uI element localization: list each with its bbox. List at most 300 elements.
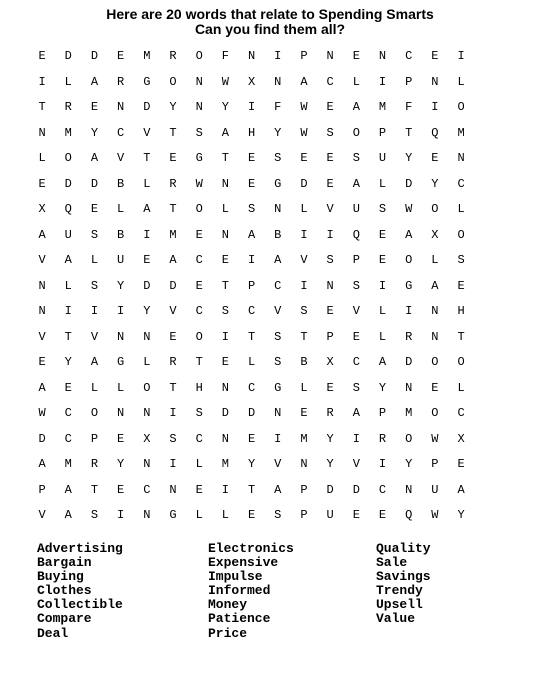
grid-letter[interactable]: E (326, 176, 334, 191)
grid-letter[interactable]: G (169, 508, 177, 522)
grid-letter[interactable]: E (326, 380, 334, 395)
grid-letter[interactable]: M (64, 125, 72, 140)
grid-letter[interactable]: I (378, 74, 387, 89)
grid-letter[interactable]: M (457, 125, 465, 140)
grid-letter[interactable]: A (352, 100, 360, 114)
grid-letter[interactable]: D (169, 278, 177, 293)
grid-letter[interactable]: S (247, 202, 256, 216)
grid-letter[interactable]: Q (352, 227, 360, 242)
grid-letter[interactable]: X (431, 227, 439, 242)
grid-letter[interactable]: E (326, 304, 334, 318)
grid-letter[interactable]: O (352, 125, 360, 140)
grid-letter[interactable]: P (300, 482, 308, 497)
grid-letter[interactable]: Y (247, 457, 256, 471)
grid-letter[interactable]: R (90, 457, 99, 471)
grid-letter[interactable]: S (90, 278, 99, 293)
grid-letter[interactable]: N (117, 406, 125, 420)
grid-letter[interactable]: I (326, 227, 334, 242)
grid-letter[interactable]: H (195, 380, 203, 395)
grid-letter[interactable]: W (405, 202, 413, 216)
grid-letter[interactable]: E (117, 431, 125, 446)
grid-letter[interactable]: D (405, 176, 413, 191)
grid-letter[interactable]: L (300, 202, 308, 216)
grid-letter[interactable]: S (90, 227, 99, 242)
grid-letter[interactable]: N (221, 380, 229, 395)
grid-letter[interactable]: E (378, 508, 387, 522)
grid-letter[interactable]: N (326, 49, 334, 63)
grid-letter[interactable]: V (117, 151, 125, 165)
grid-letter[interactable]: E (117, 482, 125, 497)
grid-letter[interactable]: P (378, 406, 387, 420)
grid-letter[interactable]: I (143, 227, 151, 242)
grid-letter[interactable]: H (457, 304, 465, 318)
grid-letter[interactable]: N (405, 482, 413, 497)
grid-letter[interactable]: S (195, 406, 203, 420)
grid-letter[interactable]: I (169, 406, 177, 420)
grid-letter[interactable]: A (64, 253, 72, 267)
grid-letter[interactable]: N (221, 227, 229, 242)
grid-letter[interactable]: I (300, 278, 308, 293)
grid-letter[interactable]: E (38, 355, 46, 369)
grid-letter[interactable]: Q (431, 125, 439, 140)
grid-letter[interactable]: N (143, 508, 151, 522)
grid-letter[interactable]: R (326, 406, 334, 420)
grid-letter[interactable]: O (457, 355, 465, 369)
grid-letter[interactable]: V (38, 253, 46, 267)
grid-letter[interactable]: A (405, 227, 413, 242)
grid-letter[interactable]: G (117, 355, 125, 369)
grid-letter[interactable]: E (247, 176, 256, 191)
grid-letter[interactable]: N (221, 176, 229, 191)
grid-letter[interactable]: N (274, 202, 282, 216)
grid-letter[interactable]: Q (405, 508, 413, 522)
grid-letter[interactable]: Y (326, 457, 334, 471)
grid-letter[interactable]: G (274, 176, 282, 191)
grid-letter[interactable]: I (247, 253, 256, 267)
grid-letter[interactable]: A (143, 202, 151, 216)
grid-letter[interactable]: E (143, 253, 151, 267)
grid-letter[interactable]: I (274, 49, 282, 63)
grid-letter[interactable]: I (457, 49, 465, 63)
grid-letter[interactable]: I (64, 304, 72, 318)
grid-letter[interactable]: C (405, 49, 413, 63)
grid-letter[interactable]: L (247, 355, 256, 369)
grid-letter[interactable]: N (143, 329, 151, 344)
grid-letter[interactable]: V (274, 304, 282, 318)
grid-letter[interactable]: N (431, 304, 439, 318)
grid-letter[interactable]: M (64, 457, 72, 471)
grid-letter[interactable]: R (378, 431, 387, 446)
grid-letter[interactable]: Y (64, 355, 72, 369)
grid-letter[interactable]: N (431, 74, 439, 89)
grid-letter[interactable]: C (352, 355, 360, 369)
grid-letter[interactable]: L (117, 202, 125, 216)
grid-letter[interactable]: T (90, 482, 99, 497)
grid-letter[interactable]: L (221, 508, 229, 522)
grid-letter[interactable]: C (195, 431, 203, 446)
grid-letter[interactable]: D (247, 406, 256, 420)
grid-letter[interactable]: C (143, 482, 151, 497)
grid-letter[interactable]: E (300, 151, 308, 165)
grid-letter[interactable]: T (143, 151, 151, 165)
grid-letter[interactable]: T (221, 278, 229, 293)
grid-letter[interactable]: X (457, 431, 465, 446)
grid-letter[interactable]: S (352, 278, 360, 293)
grid-letter[interactable]: N (274, 74, 282, 89)
grid-letter[interactable]: C (195, 253, 203, 267)
grid-letter[interactable]: R (117, 74, 125, 89)
grid-letter[interactable]: U (117, 253, 125, 267)
grid-letter[interactable]: Y (378, 380, 387, 395)
grid-letter[interactable]: O (457, 100, 465, 114)
grid-letter[interactable]: C (274, 278, 282, 293)
grid-letter[interactable]: C (247, 380, 256, 395)
grid-letter[interactable]: C (195, 304, 203, 318)
grid-letter[interactable]: I (352, 431, 360, 446)
grid-letter[interactable]: M (221, 457, 229, 471)
grid-letter[interactable]: Y (169, 100, 177, 114)
grid-letter[interactable]: G (195, 151, 203, 165)
grid-letter[interactable]: X (326, 355, 334, 369)
grid-letter[interactable]: G (274, 380, 282, 395)
grid-letter[interactable]: T (169, 380, 177, 395)
grid-letter[interactable]: D (64, 49, 72, 63)
grid-letter[interactable]: O (431, 202, 439, 216)
grid-letter[interactable]: S (457, 253, 465, 267)
grid-letter[interactable]: O (457, 227, 465, 242)
grid-letter[interactable]: T (457, 329, 465, 344)
grid-letter[interactable]: I (431, 100, 439, 114)
grid-letter[interactable]: N (38, 278, 46, 293)
grid-letter[interactable]: E (457, 457, 465, 471)
grid-letter[interactable]: P (405, 74, 413, 89)
grid-letter[interactable]: T (247, 329, 256, 344)
grid-letter[interactable]: O (195, 49, 203, 63)
grid-letter[interactable]: V (300, 253, 308, 267)
grid-letter[interactable]: P (431, 457, 439, 471)
grid-letter[interactable]: N (378, 49, 387, 63)
grid-letter[interactable]: X (247, 74, 256, 89)
grid-letter[interactable]: A (38, 457, 46, 471)
grid-letter[interactable]: P (247, 278, 256, 293)
grid-letter[interactable]: E (38, 49, 46, 63)
grid-letter[interactable]: L (195, 508, 203, 522)
grid-letter[interactable]: N (143, 406, 151, 420)
grid-letter[interactable]: B (274, 227, 282, 242)
grid-letter[interactable]: L (221, 202, 229, 216)
grid-letter[interactable]: L (90, 380, 99, 395)
grid-letter[interactable]: Y (221, 100, 229, 114)
grid-letter[interactable]: I (405, 304, 413, 318)
grid-letter[interactable]: Y (405, 151, 413, 165)
grid-letter[interactable]: V (352, 304, 360, 318)
grid-letter[interactable]: S (274, 508, 282, 522)
grid-letter[interactable]: N (247, 49, 256, 63)
grid-letter[interactable]: N (195, 74, 203, 89)
grid-letter[interactable]: E (300, 406, 308, 420)
grid-letter[interactable]: O (90, 406, 99, 420)
grid-letter[interactable]: W (38, 406, 46, 420)
grid-letter[interactable]: N (300, 457, 308, 471)
grid-letter[interactable]: O (405, 253, 413, 267)
grid-letter[interactable]: N (38, 304, 46, 318)
grid-letter[interactable]: Y (274, 125, 282, 140)
grid-letter[interactable]: N (326, 278, 334, 293)
grid-letter[interactable]: E (90, 202, 99, 216)
grid-letter[interactable]: E (326, 100, 334, 114)
grid-letter[interactable]: Y (431, 176, 439, 191)
grid-letter[interactable]: C (457, 406, 465, 420)
grid-letter[interactable]: A (221, 125, 229, 140)
grid-letter[interactable]: A (274, 253, 282, 267)
grid-letter[interactable]: N (195, 100, 203, 114)
grid-letter[interactable]: R (169, 355, 177, 369)
grid-letter[interactable]: Y (326, 431, 334, 446)
grid-letter[interactable]: S (326, 125, 334, 140)
grid-letter[interactable]: P (326, 329, 334, 344)
grid-letter[interactable]: T (221, 151, 229, 165)
grid-letter[interactable]: I (117, 304, 125, 318)
grid-letter[interactable]: F (405, 100, 413, 114)
grid-letter[interactable]: A (38, 380, 46, 395)
grid-letter[interactable]: E (195, 227, 203, 242)
grid-letter[interactable]: U (326, 508, 334, 522)
grid-letter[interactable]: E (195, 278, 203, 293)
grid-letter[interactable]: E (431, 49, 439, 63)
grid-letter[interactable]: L (457, 380, 465, 395)
grid-letter[interactable]: V (326, 202, 334, 216)
grid-letter[interactable]: T (300, 329, 308, 344)
grid-letter[interactable]: C (247, 304, 256, 318)
grid-letter[interactable]: E (221, 355, 229, 369)
grid-letter[interactable]: N (143, 457, 151, 471)
grid-letter[interactable]: N (457, 151, 465, 165)
grid-letter[interactable]: G (143, 74, 151, 89)
grid-letter[interactable]: L (143, 355, 151, 369)
grid-letter[interactable]: V (90, 329, 99, 344)
grid-letter[interactable]: D (326, 482, 334, 497)
grid-letter[interactable]: D (143, 100, 151, 114)
grid-letter[interactable]: O (195, 202, 203, 216)
grid-letter[interactable]: V (38, 508, 46, 522)
grid-letter[interactable]: T (64, 329, 72, 344)
grid-letter[interactable]: E (457, 278, 465, 293)
grid-letter[interactable]: L (195, 457, 203, 471)
grid-letter[interactable]: A (378, 355, 387, 369)
grid-letter[interactable]: S (274, 355, 282, 369)
grid-letter[interactable]: W (300, 100, 308, 114)
grid-letter[interactable]: D (64, 176, 72, 191)
grid-letter[interactable]: T (169, 202, 177, 216)
grid-letter[interactable]: R (169, 49, 177, 63)
grid-letter[interactable]: W (431, 431, 439, 446)
grid-letter[interactable]: E (247, 508, 256, 522)
grid-letter[interactable]: E (352, 329, 360, 344)
grid-letter[interactable]: D (352, 482, 360, 497)
grid-letter[interactable]: W (431, 508, 439, 522)
grid-letter[interactable]: V (38, 329, 46, 344)
grid-letter[interactable]: P (352, 253, 360, 267)
grid-letter[interactable]: A (169, 253, 177, 267)
grid-letter[interactable]: I (90, 304, 99, 318)
grid-letter[interactable]: D (90, 49, 99, 63)
grid-letter[interactable]: H (247, 125, 256, 140)
grid-letter[interactable]: O (64, 151, 72, 165)
grid-letter[interactable]: U (352, 202, 360, 216)
grid-letter[interactable]: L (64, 74, 72, 89)
grid-letter[interactable]: I (221, 482, 229, 497)
grid-letter[interactable]: A (431, 278, 439, 293)
grid-letter[interactable]: L (300, 380, 308, 395)
grid-letter[interactable]: D (300, 176, 308, 191)
grid-letter[interactable]: D (405, 355, 413, 369)
grid-letter[interactable]: L (117, 380, 125, 395)
grid-letter[interactable]: F (221, 49, 229, 63)
grid-letter[interactable]: T (169, 125, 177, 140)
grid-letter[interactable]: D (38, 431, 46, 446)
grid-letter[interactable]: V (169, 304, 177, 318)
grid-letter[interactable]: E (169, 151, 177, 165)
grid-letter[interactable]: B (117, 176, 125, 191)
grid-letter[interactable]: S (221, 304, 229, 318)
grid-letter[interactable]: I (38, 74, 46, 89)
grid-letter[interactable]: L (90, 253, 99, 267)
grid-letter[interactable]: X (143, 431, 151, 446)
grid-letter[interactable]: S (352, 380, 360, 395)
grid-letter[interactable]: E (195, 482, 203, 497)
grid-letter[interactable]: C (64, 431, 72, 446)
grid-letter[interactable]: T (247, 482, 256, 497)
grid-letter[interactable]: L (457, 202, 465, 216)
grid-letter[interactable]: L (431, 253, 439, 267)
grid-letter[interactable]: N (405, 380, 413, 395)
grid-letter[interactable]: E (378, 253, 387, 267)
grid-letter[interactable]: E (38, 176, 46, 191)
grid-letter[interactable]: P (90, 431, 99, 446)
grid-letter[interactable]: G (405, 278, 413, 293)
grid-letter[interactable]: A (38, 227, 46, 242)
grid-letter[interactable]: P (378, 125, 387, 140)
grid-letter[interactable]: Y (117, 457, 125, 471)
grid-letter[interactable]: I (300, 227, 308, 242)
grid-letter[interactable]: R (64, 100, 72, 114)
grid-letter[interactable]: E (247, 431, 256, 446)
grid-letter[interactable]: S (300, 304, 308, 318)
grid-letter[interactable]: S (352, 151, 360, 165)
grid-letter[interactable]: U (64, 227, 72, 242)
grid-letter[interactable]: O (195, 329, 203, 344)
grid-letter[interactable]: D (221, 406, 229, 420)
grid-letter[interactable]: S (274, 329, 282, 344)
grid-letter[interactable]: W (300, 125, 308, 140)
grid-letter[interactable]: O (431, 355, 439, 369)
grid-letter[interactable]: I (221, 329, 229, 344)
grid-letter[interactable]: R (169, 176, 177, 191)
grid-letter[interactable]: B (300, 355, 308, 369)
grid-letter[interactable]: I (274, 431, 282, 446)
grid-letter[interactable]: Y (143, 304, 151, 318)
grid-letter[interactable]: U (378, 151, 387, 165)
grid-letter[interactable]: L (457, 74, 465, 89)
grid-letter[interactable]: A (352, 406, 360, 420)
grid-letter[interactable]: A (352, 176, 360, 191)
grid-letter[interactable]: T (195, 355, 203, 369)
grid-letter[interactable]: A (300, 74, 308, 89)
grid-letter[interactable]: O (169, 74, 177, 89)
grid-letter[interactable]: L (143, 176, 151, 191)
grid-letter[interactable]: Y (117, 278, 125, 293)
grid-letter[interactable]: N (117, 329, 125, 344)
grid-letter[interactable]: C (457, 176, 465, 191)
grid-letter[interactable]: V (143, 125, 151, 140)
grid-letter[interactable]: E (247, 151, 256, 165)
grid-letter[interactable]: O (431, 406, 439, 420)
grid-letter[interactable]: L (378, 304, 387, 318)
grid-letter[interactable]: I (378, 457, 387, 471)
grid-letter[interactable]: Q (64, 202, 72, 216)
grid-letter[interactable]: A (64, 482, 72, 497)
grid-letter[interactable]: O (405, 431, 413, 446)
grid-letter[interactable]: E (169, 329, 177, 344)
grid-letter[interactable]: E (326, 151, 334, 165)
grid-letter[interactable]: S (378, 202, 387, 216)
grid-letter[interactable]: D (143, 278, 151, 293)
grid-letter[interactable]: B (117, 227, 125, 242)
grid-letter[interactable]: T (38, 100, 46, 114)
grid-letter[interactable]: A (247, 227, 256, 242)
grid-letter[interactable]: S (326, 253, 334, 267)
grid-letter[interactable]: W (221, 74, 229, 89)
grid-letter[interactable]: D (90, 176, 99, 191)
grid-letter[interactable]: C (326, 74, 334, 89)
grid-letter[interactable]: P (300, 508, 308, 522)
grid-letter[interactable]: L (38, 151, 46, 165)
grid-letter[interactable]: A (64, 508, 72, 522)
grid-letter[interactable]: M (378, 100, 387, 114)
grid-letter[interactable]: M (143, 49, 151, 63)
grid-letter[interactable]: Y (457, 508, 465, 522)
grid-letter[interactable]: N (117, 100, 125, 114)
grid-letter[interactable]: S (169, 431, 177, 446)
grid-letter[interactable]: L (378, 176, 387, 191)
grid-letter[interactable]: A (274, 482, 282, 497)
grid-letter[interactable]: N (169, 482, 177, 497)
grid-letter[interactable]: A (90, 74, 99, 89)
grid-letter[interactable]: E (431, 151, 439, 165)
grid-letter[interactable]: P (38, 482, 46, 497)
grid-letter[interactable]: L (64, 278, 72, 293)
grid-letter[interactable]: M (169, 227, 177, 242)
grid-letter[interactable]: I (169, 457, 177, 471)
grid-letter[interactable]: S (195, 125, 203, 140)
grid-letter[interactable]: E (221, 253, 229, 267)
grid-letter[interactable]: X (38, 202, 46, 216)
grid-letter[interactable]: U (431, 482, 439, 497)
grid-letter[interactable]: A (90, 355, 99, 369)
grid-letter[interactable]: I (117, 508, 125, 522)
grid-letter[interactable]: T (405, 125, 413, 140)
grid-letter[interactable]: S (274, 151, 282, 165)
grid-letter[interactable]: N (274, 406, 282, 420)
grid-letter[interactable]: S (90, 508, 99, 522)
grid-letter[interactable]: C (378, 482, 387, 497)
grid-letter[interactable]: L (352, 74, 360, 89)
grid-letter[interactable]: V (274, 457, 282, 471)
grid-letter[interactable]: I (378, 278, 387, 293)
grid-letter[interactable]: E (352, 49, 360, 63)
grid-letter[interactable]: V (352, 457, 360, 471)
grid-letter[interactable]: E (117, 49, 125, 63)
